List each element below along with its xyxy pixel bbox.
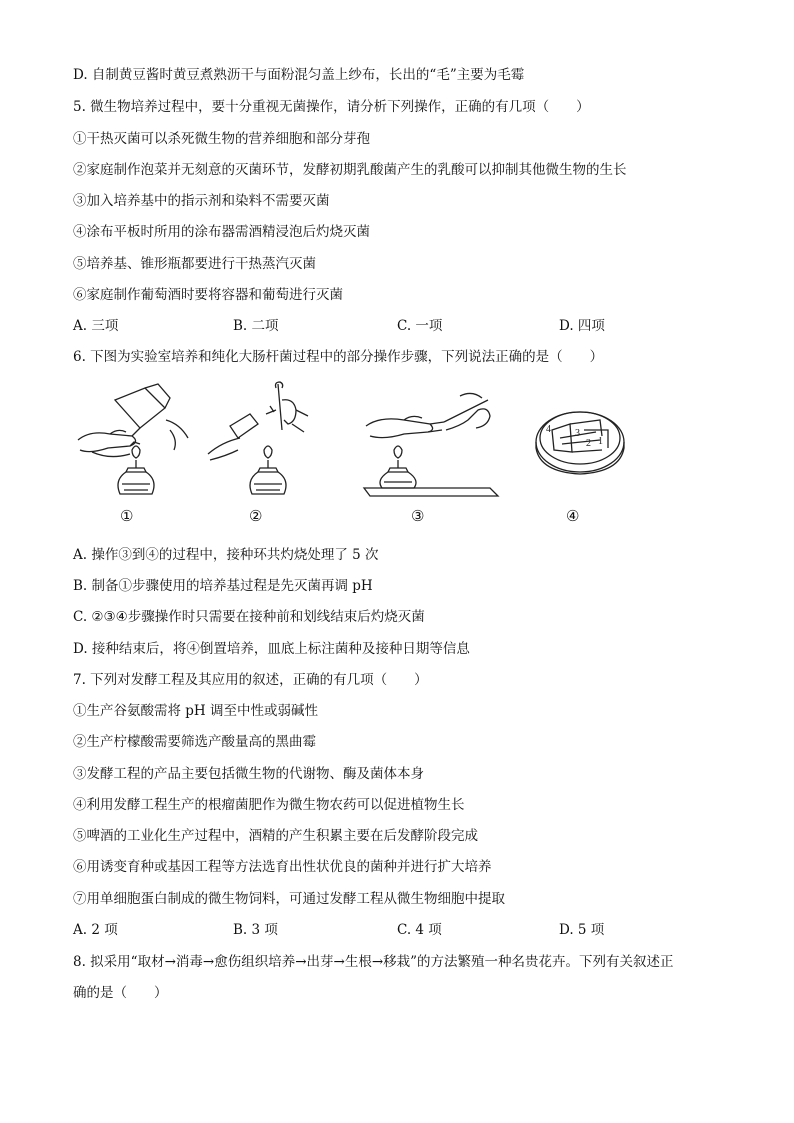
q5-options xyxy=(73,317,733,335)
step3-loop-sterilize-illustration xyxy=(360,380,500,505)
q6-option-d: D. 接种结束后，将④倒置培养，皿底上标注菌种及接种日期等信息 xyxy=(73,641,470,657)
q5-option-d: D. 四项 xyxy=(559,318,605,334)
figure-label-1: ① xyxy=(120,507,134,525)
step1-flame-flask-illustration xyxy=(70,380,200,505)
q5-item-6: ⑥家庭制作葡萄酒时要将容器和葡萄进行灭菌 xyxy=(73,287,343,303)
q6-option-c: C. ②③④步骤操作时只需要在接种前和划线结束后灼烧灭菌 xyxy=(73,609,425,625)
q7-option-a: A. 2 项 xyxy=(73,922,118,938)
q8-stem-line2: 确的是（ ） xyxy=(73,985,168,1001)
dish-mark-1: 1 xyxy=(598,436,603,447)
dish-mark-3: 3 xyxy=(575,428,580,439)
q5-item-4: ④涂布平板时所用的涂布器需酒精浸泡后灼烧灭菌 xyxy=(73,224,370,240)
step4-petri-dish-illustration xyxy=(530,380,630,505)
q5-item-3: ③加入培养基中的指示剂和染料不需要灭菌 xyxy=(73,193,330,209)
q7-item-6: ⑥用诱变育种或基因工程等方法选育出性状优良的菌种并进行扩大培养 xyxy=(73,859,492,875)
dish-mark-4: 4 xyxy=(546,424,551,435)
q7-item-2: ②生产柠檬酸需要筛选产酸量高的黑曲霉 xyxy=(73,734,316,750)
q5-option-c: C. 一项 xyxy=(397,318,443,334)
q5-option-a: A. 三项 xyxy=(73,318,119,334)
q5-stem: 5. 微生物培养过程中，要十分重视无菌操作，请分析下列操作，正确的有几项（ ） xyxy=(73,99,590,115)
q8-stem-line1: 8. 拟采用“取材→消毒→愈伤组织培养→出芽→生根→移栽”的方法繁殖一种名贵花卉。下列有关叙述正 xyxy=(73,954,674,970)
q5-item-5: ⑤培养基、锥形瓶都要进行干热蒸汽灭菌 xyxy=(73,256,316,272)
q6-option-a: A. 操作③到④的过程中，接种环共灼烧处理了 5 次 xyxy=(73,547,379,563)
q7-options xyxy=(73,921,733,939)
step2-inoculate-tube-illustration xyxy=(200,380,330,505)
q7-item-5: ⑤啤酒的工业化生产过程中，酒精的产生积累主要在后发酵阶段完成 xyxy=(73,828,478,844)
q7-item-7: ⑦用单细胞蛋白制成的微生物饲料，可通过发酵工程从微生物细胞中提取 xyxy=(73,891,505,907)
q7-option-c: C. 4 项 xyxy=(397,922,442,938)
figure-label-3: ③ xyxy=(411,507,425,525)
q5-option-b: B. 二项 xyxy=(233,318,279,334)
figure-label-4: ④ xyxy=(566,507,580,525)
q7-item-3: ③发酵工程的产品主要包括微生物的代谢物、酶及菌体本身 xyxy=(73,766,424,782)
q6-stem: 6. 下图为实验室培养和纯化大肠杆菌过程中的部分操作步骤，下列说法正确的是（ ） xyxy=(73,349,604,365)
q7-stem: 7. 下列对发酵工程及其应用的叙述，正确的有几项（ ） xyxy=(73,672,428,688)
q7-item-4: ④利用发酵工程生产的根瘤菌肥作为微生物农药可以促进植物生长 xyxy=(73,797,465,813)
figure-label-2: ② xyxy=(249,507,263,525)
q5-item-1: ①干热灭菌可以杀死微生物的营养细胞和部分芽孢 xyxy=(73,131,370,147)
q6-option-b: B. 制备①步骤使用的培养基过程是先灭菌再调 pH xyxy=(73,578,373,594)
q5-item-2: ②家庭制作泡菜并无刻意的灭菌环节，发酵初期乳酸菌产生的乳酸可以抑制其他微生物的生长 xyxy=(73,162,627,178)
q4-option-d: D. 自制黄豆酱时黄豆煮熟沥干与面粉混匀盖上纱布，长出的“毛”主要为毛霉 xyxy=(73,67,525,83)
q6-figure xyxy=(60,380,640,530)
q7-option-b: B. 3 项 xyxy=(233,922,278,938)
q7-item-1: ①生产谷氨酸需将 pH 调至中性或弱碱性 xyxy=(73,703,318,719)
dish-mark-2: 2 xyxy=(586,438,591,449)
q7-option-d: D. 5 项 xyxy=(559,922,605,938)
